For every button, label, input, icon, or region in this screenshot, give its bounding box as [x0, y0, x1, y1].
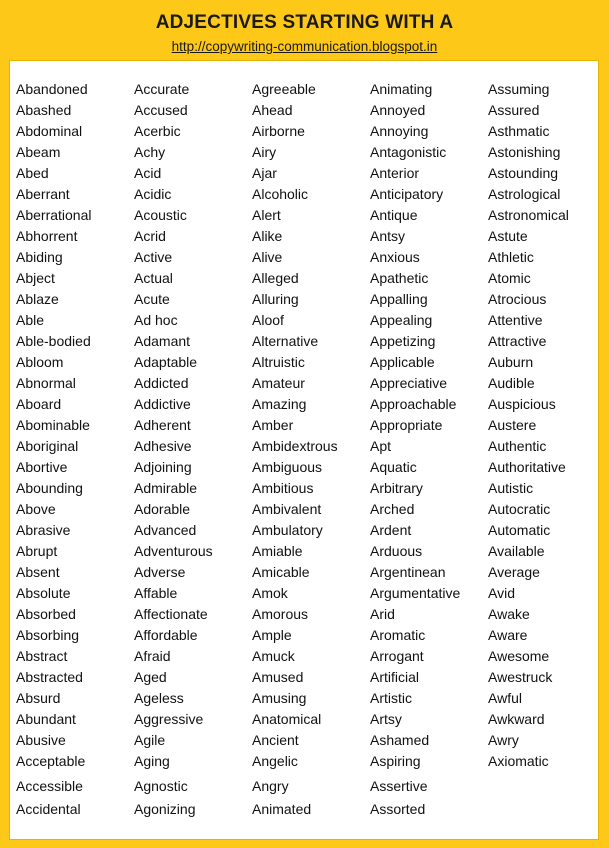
word-item: Abdominal	[16, 123, 83, 139]
word-item: Acerbic	[134, 123, 181, 139]
word-item: Abusive	[16, 732, 66, 748]
word-item: Awesome	[488, 648, 550, 664]
word-item: Authoritative	[488, 459, 566, 475]
word-list-panel	[9, 60, 599, 840]
word-item: Amorous	[252, 606, 309, 622]
word-item: Agonizing	[134, 801, 196, 817]
word-item: Arrogant	[370, 648, 424, 664]
word-item: Applicable	[370, 354, 435, 370]
word-item: Atomic	[488, 270, 531, 286]
word-item: Animated	[252, 801, 312, 817]
word-item: Accidental	[16, 801, 81, 817]
word-item: Aspiring	[370, 753, 421, 769]
word-item: Accused	[134, 102, 188, 118]
word-item: Accurate	[134, 81, 190, 97]
word-item: Anxious	[370, 249, 420, 265]
word-item: Annoyed	[370, 102, 426, 118]
word-item: Acceptable	[16, 753, 86, 769]
word-item: Astrological	[488, 186, 561, 202]
word-item: Above	[16, 501, 56, 517]
word-item: Atrocious	[488, 291, 547, 307]
word-item: Amiable	[252, 543, 303, 559]
word-item: Astute	[488, 228, 528, 244]
word-item: Ambiguous	[252, 459, 323, 475]
word-item: Agile	[134, 732, 166, 748]
word-item: Abiding	[16, 249, 63, 265]
word-item: Ambivalent	[252, 501, 322, 517]
word-item: Abrupt	[16, 543, 58, 559]
word-item: Affectionate	[134, 606, 208, 622]
word-item: Aboard	[16, 396, 62, 412]
word-item: Amusing	[252, 690, 307, 706]
word-item: Arid	[370, 606, 395, 622]
word-item: Accessible	[16, 778, 83, 794]
word-item: Agreeable	[252, 81, 316, 97]
word-item: Aloof	[252, 312, 284, 328]
word-item: Adamant	[134, 333, 191, 349]
word-item: Acoustic	[134, 207, 187, 223]
word-item: Abnormal	[16, 375, 76, 391]
word-item: Apt	[370, 438, 392, 454]
word-item: Awestruck	[488, 669, 553, 685]
word-item: Ablaze	[16, 291, 59, 307]
page-title: ADJECTIVES STARTING WITH A	[155, 12, 454, 33]
word-item: Abhorrent	[16, 228, 78, 244]
word-item: Ageless	[134, 690, 184, 706]
word-item: Astounding	[488, 165, 559, 181]
word-item: Aberrational	[16, 207, 92, 223]
word-item: Amazing	[252, 396, 307, 412]
word-item: Absurd	[16, 690, 61, 706]
word-item: Absorbed	[16, 606, 76, 622]
word-item: Absent	[16, 564, 60, 580]
word-item: Ad hoc	[134, 312, 178, 328]
word-item: Ample	[252, 627, 292, 643]
word-item: Abstract	[16, 648, 68, 664]
word-item: Amicable	[252, 564, 310, 580]
word-item: Assertive	[370, 778, 428, 794]
source-url[interactable]: http://copywriting-communication.blogspot.in	[171, 39, 438, 54]
word-item: Aging	[134, 753, 170, 769]
word-item: Appropriate	[370, 417, 443, 433]
word-item: Awry	[488, 732, 519, 748]
word-item: Awake	[488, 606, 530, 622]
word-item: Awkward	[488, 711, 545, 727]
word-item: Angry	[252, 778, 289, 794]
word-item: Artistic	[370, 690, 412, 706]
word-item: Annoying	[370, 123, 429, 139]
word-item: Altruistic	[252, 354, 305, 370]
word-item: Axiomatic	[488, 753, 549, 769]
word-item: Astonishing	[488, 144, 561, 160]
word-item: Amateur	[252, 375, 305, 391]
word-item: Ajar	[252, 165, 277, 181]
word-item: Aboriginal	[16, 438, 79, 454]
word-item: Auspicious	[488, 396, 556, 412]
word-item: Appalling	[370, 291, 428, 307]
word-item: Adjoining	[134, 459, 192, 475]
word-item: Alike	[252, 228, 283, 244]
word-item: Active	[134, 249, 173, 265]
word-item: Able	[16, 312, 45, 328]
word-item: Anatomical	[252, 711, 322, 727]
word-item: Adaptable	[134, 354, 198, 370]
word-item: Absolute	[16, 585, 71, 601]
word-item: Ahead	[252, 102, 293, 118]
word-item: Aberrant	[16, 186, 70, 202]
word-item: Anticipatory	[370, 186, 444, 202]
word-item: Abloom	[16, 354, 64, 370]
word-item: Actual	[134, 270, 173, 286]
word-item: Acidic	[134, 186, 172, 202]
word-item: Able-bodied	[16, 333, 91, 349]
word-item: Appreciative	[370, 375, 448, 391]
word-item: Antique	[370, 207, 418, 223]
word-item: Achy	[134, 144, 166, 160]
word-item: Attentive	[488, 312, 543, 328]
word-item: Attractive	[488, 333, 547, 349]
word-item: Addicted	[134, 375, 189, 391]
word-item: Adverse	[134, 564, 186, 580]
word-item: Absorbing	[16, 627, 80, 643]
word-item: Alluring	[252, 291, 299, 307]
word-item: Amused	[252, 669, 304, 685]
word-item: Adhesive	[134, 438, 192, 454]
word-item: Alternative	[252, 333, 319, 349]
word-item: Autocratic	[488, 501, 551, 517]
word-item: Abortive	[16, 459, 68, 475]
word-item: Assorted	[370, 801, 426, 817]
word-item: Adorable	[134, 501, 191, 517]
word-item: Adventurous	[134, 543, 213, 559]
word-item: Argumentative	[370, 585, 461, 601]
word-item: Amuck	[252, 648, 295, 664]
word-item: Anterior	[370, 165, 420, 181]
word-item: Appetizing	[370, 333, 436, 349]
word-item: Affordable	[134, 627, 198, 643]
word-item: Aware	[488, 627, 528, 643]
word-item: Auburn	[488, 354, 534, 370]
word-item: Ambitious	[252, 480, 314, 496]
word-item: Abounding	[16, 480, 83, 496]
word-item: Autistic	[488, 480, 534, 496]
word-item: Average	[488, 564, 540, 580]
word-item: Airborne	[252, 123, 305, 139]
word-item: Adherent	[134, 417, 191, 433]
word-item: Abashed	[16, 102, 72, 118]
word-item: Aggressive	[134, 711, 204, 727]
word-item: Addictive	[134, 396, 191, 412]
word-item: Alleged	[252, 270, 299, 286]
word-item: Affable	[134, 585, 178, 601]
word-item: Abject	[16, 270, 55, 286]
word-item: Amok	[252, 585, 288, 601]
word-item: Aromatic	[370, 627, 426, 643]
word-item: Apathetic	[370, 270, 429, 286]
word-item: Arduous	[370, 543, 423, 559]
word-item: Austere	[488, 417, 537, 433]
word-item: Available	[488, 543, 545, 559]
word-item: Acid	[134, 165, 162, 181]
word-item: Abominable	[16, 417, 90, 433]
word-item: Ambidextrous	[252, 438, 338, 454]
word-item: Antagonistic	[370, 144, 447, 160]
word-item: Ashamed	[370, 732, 430, 748]
word-item: Acrid	[134, 228, 166, 244]
word-item: Afraid	[134, 648, 171, 664]
word-item: Angelic	[252, 753, 298, 769]
word-item: Artsy	[370, 711, 402, 727]
word-item: Animating	[370, 81, 433, 97]
word-item: Alert	[252, 207, 281, 223]
word-item: Abrasive	[16, 522, 71, 538]
word-item: Abundant	[16, 711, 76, 727]
word-item: Appealing	[370, 312, 433, 328]
word-item: Athletic	[488, 249, 534, 265]
word-item: Ancient	[252, 732, 299, 748]
word-item: Alive	[252, 249, 283, 265]
word-item: Abandoned	[16, 81, 88, 97]
word-item: Astronomical	[488, 207, 569, 223]
word-item: Automatic	[488, 522, 551, 538]
word-item: Argentinean	[370, 564, 446, 580]
word-item: Artificial	[370, 669, 420, 685]
word-item: Assured	[488, 102, 540, 118]
word-item: Asthmatic	[488, 123, 550, 139]
word-item: Acute	[134, 291, 170, 307]
word-item: Aquatic	[370, 459, 417, 475]
word-item: Admirable	[134, 480, 198, 496]
word-item: Amber	[252, 417, 294, 433]
word-item: Ambulatory	[252, 522, 323, 538]
word-item: Agnostic	[134, 778, 188, 794]
word-item: Antsy	[370, 228, 406, 244]
word-item: Arbitrary	[370, 480, 423, 496]
word-item: Alcoholic	[252, 186, 309, 202]
word-item: Arched	[370, 501, 415, 517]
word-item: Abstracted	[16, 669, 83, 685]
word-item: Approachable	[370, 396, 457, 412]
word-item: Avid	[488, 585, 515, 601]
word-item: Ardent	[370, 522, 412, 538]
word-item: Authentic	[488, 438, 547, 454]
word-item: Audible	[488, 375, 535, 391]
word-item: Assuming	[488, 81, 550, 97]
word-item: Abed	[16, 165, 49, 181]
word-item: Advanced	[134, 522, 197, 538]
word-item: Awful	[488, 690, 522, 706]
word-item: Aged	[134, 669, 167, 685]
word-item: Airy	[252, 144, 277, 160]
word-item: Abeam	[16, 144, 61, 160]
